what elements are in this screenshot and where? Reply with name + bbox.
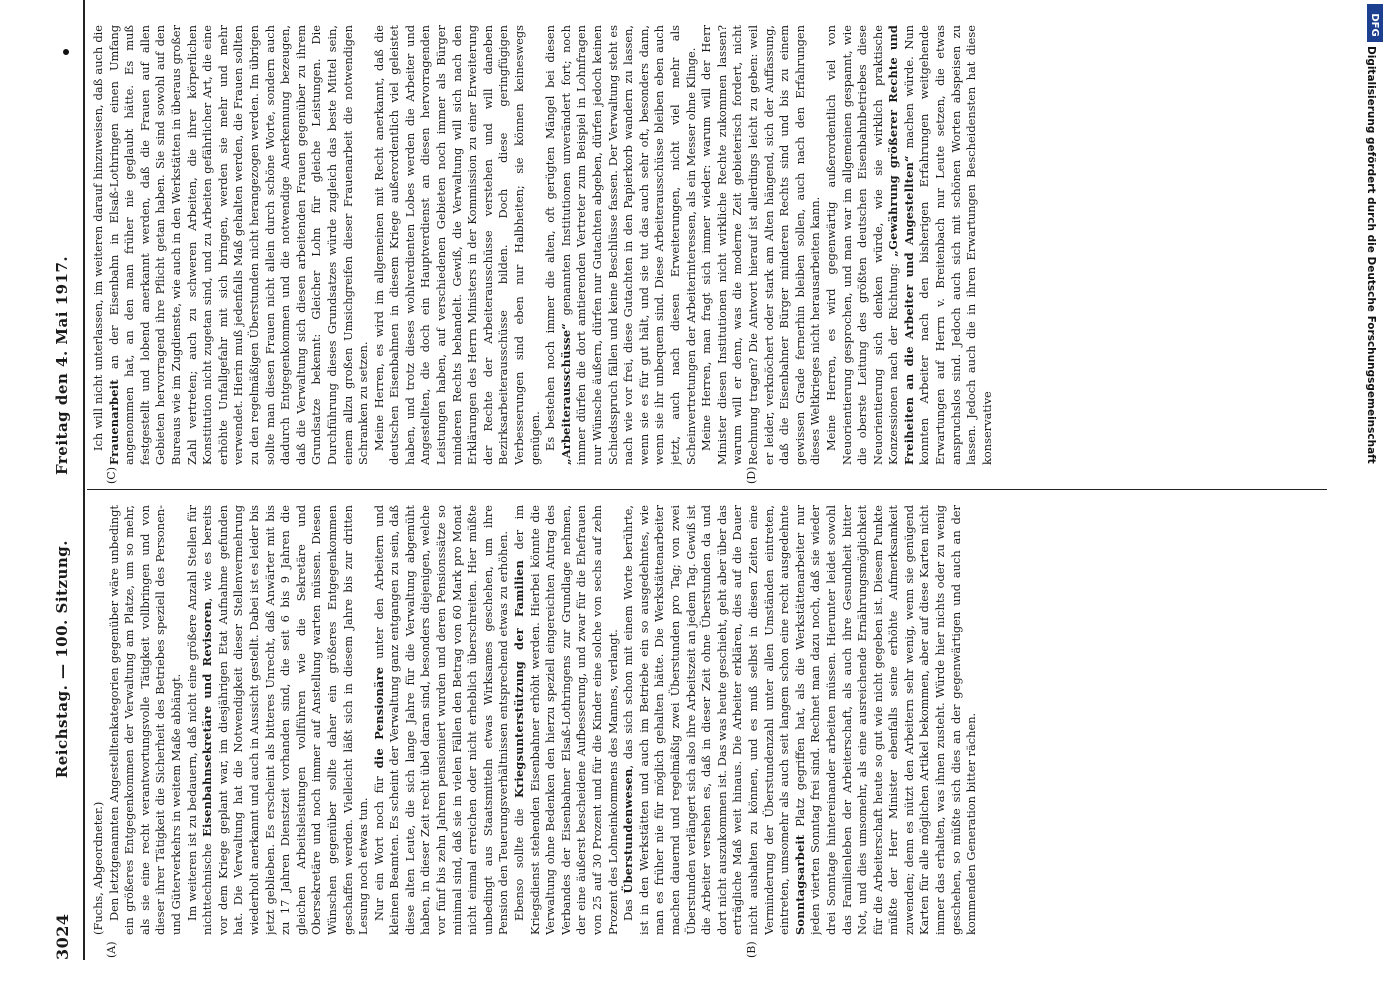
paragraph: Ebenso sollte die Kriegsunterstützung der Familien der im Kriegsdienst stehenden Eisenbahner erhöht werden. Hierbei könnte die Verwaltung ohne Bedenken den hierzu speziell eingereichten Antrag des Verbandes der Eisenbahner Elsaß-Lothringens zur Grundlage nehmen, der eine äußerst bescheidene Aufbesserung, und zwar für die Ehefrauen von 25 auf 30 Prozent und für die Kinder eine solche von sechs auf zehn Prozent des Lohneinkommens des Mannes, verlangt. xyxy=(512,505,620,935)
margin-mark-c: (C) xyxy=(105,467,118,484)
paragraph: Ich will nicht unterlassen, im weiteren darauf hinzuweisen, daß auch die Frauenarbeit an der Eisenbahn in Elsaß-Lothringen einen Umfang angenommen hat, an den man früher nie geglaubt hätte. Es muß festgestellt und lobend anerkannt werden, daß die Frauen auf allen Gebieten hervorragend ihre Pflicht getan haben. Sie sind sowohl auf den Bureaus wie im Zugdienste, wie auch in den Werkstätten in überaus großer Zahl vertreten; auch zu schweren Arbeiten, die ihrer körperlichen Konstitution nicht zugetan sind, und zu Arbeiten gefährlicher Art, die eine erhöhte Unfallgefahr mit sich bringen, werden sie mehr und mehr verwendet. Hierin muß jedenfalls Maß gehalten werden, die Frauen sollten zu den regelmäßigen Überstunden nicht herangezogen werden. Im übrigen sollte man diesen Frauen nicht allein durch schöne Worte, sondern auch dadurch Entgegenkommen und die notwendige Anerkennung bezeugen, daß die Verwaltung sich diesen arbeitenden Frauen gegenüber zu ihrem Grundsatze bekennt: Gleicher Lohn für gleiche Leistungen. Die Durchführung dieses Grundsatzes würde zugleich das beste Mittel sein, einem allzu großen Umsichgreifen dieser Frauenarbeit die notwendigen Schranken zu setzen. xyxy=(91,25,371,465)
paragraph: Nur ein Wort noch für die Pensionäre unter den Arbeitern und kleinen Beamten. Es scheint der Verwaltung ganz entgangen zu sein, daß diese alten Leute, die sich lange Jahre für die Verwaltung abgemüht haben, in dieser Zeit recht übel daran sind, besonders diejenigen, welche vor fünf bis zehn Jahren pensioniert wurden und deren Pensionssätze so minimal sind, daß sie in vielen Fällen den Betrag von 60 Mark pro Monat nicht einmal erreichen oder nicht erheblich überschreiten. Hier müßte unbedingt aus Staatsmitteln etwas Wirksames geschehen, um ihre Pension den Teuerungsverhältnissen entsprechend etwas zu erhöhen. xyxy=(371,505,511,935)
paragraph: Den letztgenannten Angestelltenkategorien gegenüber wäre unbedingt ein größeres Entgegenkommen der Verwaltung am Platze, um so mehr, als sie eine recht verantwortungsvolle Tätigkeit vollbringen und von dieser ihrer Tätigkeit die Sicherheit des Betriebes speziell des Personen- und Güterverkehrs in weitem Maße abhängt. xyxy=(106,505,183,935)
header-rule xyxy=(83,0,85,960)
left-column xyxy=(91,505,1331,935)
column-divider xyxy=(87,489,1327,490)
paragraph: Es bestehen noch immer die alten, oft gerügten Mängel bei diesen „Arbeiterausschüsse“ genannten Institutionen unverändert fort; noch immer dürfen die dort amtierenden Vertreter zum Beispiel in Lohnfragen nur Wünsche äußern, dürfen nur Gutachten abgeben, dürfen jedoch keinen Schiedsspruch fällen und keine Beschlüsse fassen. Der Verwaltung steht es nach wie vor frei, diese Gutachten in den Papierkorb wandern zu lassen, wenn sie es für gut hält, und sie tut das auch sehr oft, besonders dann, wenn sie ihr unbequem sind. Diese Arbeiterausschüsse bleiben eben auch jetzt, auch nach diesen Erweiterungen, nicht viel mehr als Scheinvertretungen der Arbeiterinteressen, als ein Messer ohne Klinge. xyxy=(543,25,698,465)
digitization-credit: Digitalisierung gefördert durch die Deutsche Forschungsgemeinschaft xyxy=(1365,46,1377,464)
paragraph: Meine Herren, es wird im allgemeinen mit Recht anerkannt, daß die deutschen Eisenbahnen in diesem Kriege außerordentlich viel geleistet haben, und trotz dieses wohlverdienten Lobes werden die Arbeiter und Angestellten, die doch ein Hauptverdienst an diesen hervorragenden Leistungen haben, auf verschiedenen Gebieten noch immer als Bürger minderen Rechts behandelt. Gewiß, die Verwaltung will sich nach den Erklärungen des Herrn Ministers in der Kommission zu einer Erweiterung der Rechte der Arbeiterausschüsse verstehen und will daneben Bezirksarbeiterausschüsse bilden. Doch diese geringfügigen Verbesserungen sind eben nur Halbheiten; sie können keineswegs genügen. xyxy=(371,25,542,465)
paragraph: Das Überstundenwesen, das sich schon mit einem Worte berührte, ist in den Werkstätten und auch im Betriebe ein so ausgedehntes, wie man es früher nie für möglich gehalten hätte. Die Werkstättenarbeiter machen dauernd und regelmäßig zwei Überstunden pro Tag; von zwei Überstunden verlängert sich also ihre Arbeitszeit an jedem Tag. Gewiß ist die Arbeiter versehen es, daß in dieser Zeit ohne Überstunden da und dort nicht auszukommen ist. Das was heute geschieht, geht aber über das erträgliche Maß weit hinaus. Die Arbeiter erklären, dies auf die Dauer nicht aushalten zu können, und es muß selbst in diesen Zeiten eine Verminderung der Überstundenzahl unter allen Umständen eintreten, eintreten, umsomehr als auch seit langem schon eine recht ausgedehnte Sonntagsarbeit Platz gegriffen hat, als die Werkstättenarbeiter nur jeden vierten Sonntag frei sind. Rechnet man dazu noch, daß sie wieder drei Sonntage hintereinander arbeiten müssen. Hierunter leidet sowohl das Familienleben der Arbeiterschaft, als auch ihre Gesundheit bitter Not, und dies umsomehr, als eine ausreichende Ernährungsmöglichkeit für die Arbeiterschaft heute so gut wie nicht gegeben ist. Diesem Punkte müßte der Herr Minister ebenfalls seine erhöhte Aufmerksamkeit zuwenden; denn es nützt den Arbeitern sehr wenig, wenn sie genügend Karten für alle möglichen Artikel bekommen, aber auf diese Karten nicht immer das erhalten, was ihnen zusteht. Würde hier nichts oder zu wenig geschehen, so müßte sich dies an der gegenwärtigen und auch an der kommenden Generation bitter rächen. xyxy=(621,505,979,935)
margin-mark-a: (A) xyxy=(105,941,118,958)
page-header-right xyxy=(53,15,83,475)
right-column xyxy=(91,25,1331,465)
session-title: Reichstag. — 100. Sitzung. xyxy=(53,540,71,779)
paragraph: Meine Herren, man fragt sich immer wieder: warum will der Herr Minister diesen Institutionen nicht wirkliche Rechte zukommen lassen? warum will er denn, was die moderne Zeit gebieterisch fordert, nicht Rechnung tragen? Die Antwort hierauf ist allerdings leicht zu geben: weil er leider, verknöchert oder stark am Alten hängend, sich der Auffassung, daß die Eisenbahner Bürger minderen Rechts sind und bis zu einem gewissen Grade fernerhin bleiben sollen, auch nach den Erfahrungen dieses Weltkrieges nicht herausarbeiten kann. xyxy=(699,25,823,465)
session-date: Freitag den 4. Mai 1917. xyxy=(53,255,71,475)
page-number: 3024 xyxy=(53,913,72,960)
margin-mark-d: (D) xyxy=(745,466,758,484)
page-header-left xyxy=(53,530,83,960)
paragraph: Im weiteren ist zu bedauern, daß nicht eine größere Anzahl Stellen für nichttechnische Eisenbahnsekretäre und Revisoren, wie es bereits vor dem Kriege geplant war, im diesjährigen Etat Aufnahme gefunden hat. Die Verwaltung hat die Notwendigkeit dieser Stellenvermehrung wiederholt anerkannt und auch in Aussicht gestellt. Dabei ist es leider bis jetzt geblieben. Es erscheint als bitteres Unrecht, daß Anwärter mit bis zu 17 Jahren Dienstzeit vorhanden sind, die seit 6 bis 9 Jahren die gleichen Arbeitsleistungen vollführen wie die Sekretäre und Obersekretäre und noch immer auf Anstellung warten müssen. Diesen Wünschen gegenüber sollte daher ein größeres Entgegenkommen geschaffen werden. Vielleicht läßt sich in diesem Jahre bis zur dritten Lesung noch etwas tun. xyxy=(184,505,371,935)
margin-mark-b: (B) xyxy=(745,941,758,958)
paragraph: Meine Herren, es wird gegenwärtig außerordentlich viel von Neuorientierung gesprochen, und man war im allgemeinen gespannt, wie die oberste Leitung des größten deutschen Eisenbahnbetriebes diese Neuorientierung sich denken würde, wie sie wirklich praktische Konzessionen nach der Richtung: „Gewährung größerer Rechte und Freiheiten an die Arbeiter und Angestellten“ machen würde. Nun konnten Arbeiter nach den bisherigen Erfahrungen weitgehende Erwartungen auf Herrn v. Breitenbach nur Leute setzen, die etwas anspruchslos sind. Jedoch auch sich mit schönen Worten abspeisen zu lassen. Jedoch auch die in ihren Erwartungen Bescheidensten hat diese konservative xyxy=(823,25,994,465)
dfg-logo: DFG xyxy=(1367,4,1383,42)
newspaper-page xyxy=(45,0,1345,960)
ink-dot xyxy=(63,49,69,55)
speaker-attribution: (Fuchs, Abgeordneter.) xyxy=(91,801,105,935)
